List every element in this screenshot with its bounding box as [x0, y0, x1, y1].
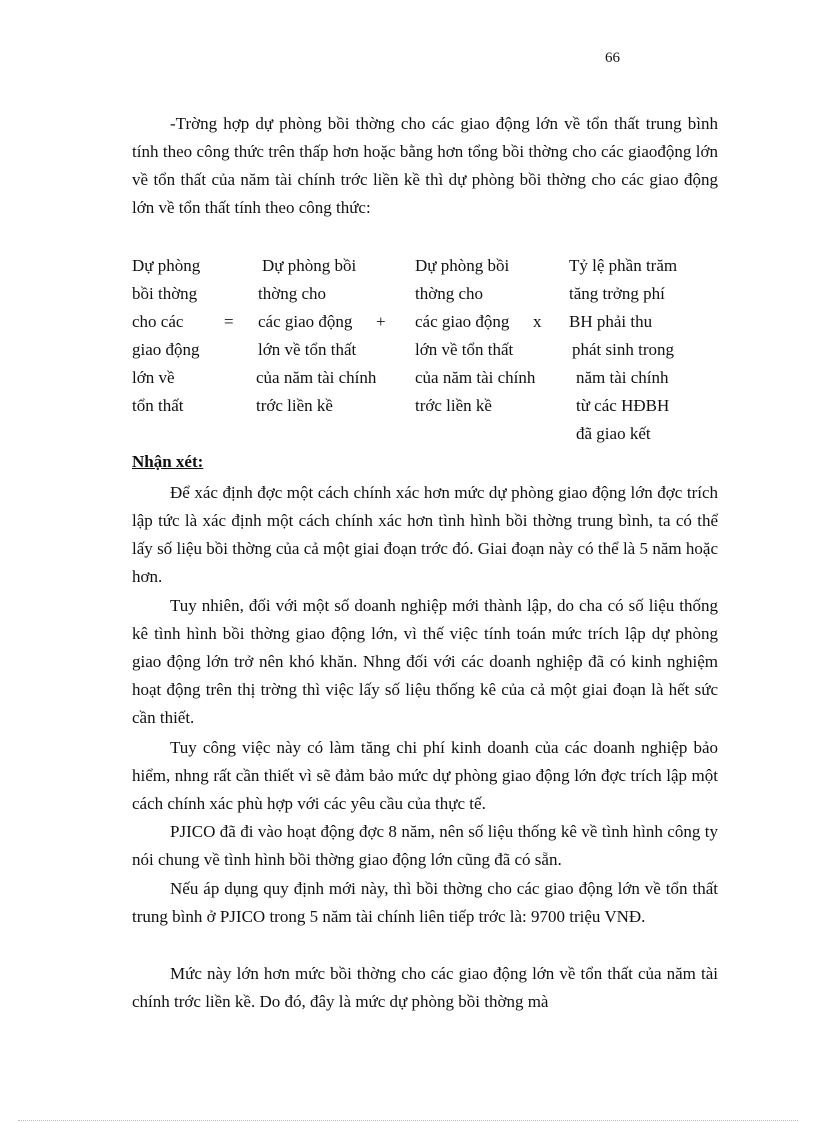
times-sign: x — [533, 312, 542, 331]
intro-paragraph: -Trờng hợp dự phòng bồi thờng cho các giao động lớn về tổn thất trung bình tính theo công thức trên thấp hơn hoặc bằng hơn tổng bồi thờng cho các giaođộng lớn về tổn thất của năm tài chính trớc liền kề thì dự phòng bồi thờng cho các giao động lớn về tổn thất tính theo công thức: — [132, 114, 718, 217]
formula-line: trớc liền kề — [256, 396, 333, 415]
page-number: 66 — [605, 50, 620, 66]
formula-line: bồi thờng — [132, 284, 198, 303]
formula-line: Tỷ lệ phần trăm — [569, 256, 678, 275]
formula-col-reserve-1 — [258, 252, 376, 420]
formula-line: phát sinh trong — [572, 340, 674, 359]
formula-col-result — [132, 252, 200, 420]
body-paragraph: Tuy nhiên, đối với một số doanh nghiệp mới thành lập, do cha có số liệu thống kê tình hình bồi thờng giao động lớn, vì thế việc tính toán mức trích lập dự phòng giao động lớn trở nên khó khăn. Nhng đối với các doanh nghiệp đã có kinh nghiệm hoạt động trên thị trờng thì việc lấy số liệu thống kê của cả một giai đoạn là hết sức cần thiết. — [132, 596, 718, 727]
formula-line: tổn thất — [132, 396, 184, 415]
body-paragraph: Mức này lớn hơn mức bồi thờng cho các giao động lớn về tổn thất của năm tài chính trớc liền kề. Do đó, đây là mức dự phòng bồi thờng mà — [132, 964, 718, 1011]
formula-line: giao động — [132, 340, 200, 359]
formula-block — [0, 252, 816, 452]
formula-line: thờng cho — [415, 284, 484, 303]
formula-line: BH phải thu — [569, 312, 653, 331]
section-heading: Nhận xét: — [132, 452, 204, 471]
formula-line: từ các HĐBH — [576, 396, 670, 415]
body-paragraph: Để xác định đợc một cách chính xác hơn mức dự phòng giao động lớn đợc trích lập tức là xác định một cách chính xác hơn tình hình bồi thờng trung bình, ta có thể lấy số liệu bồi thờng của cả một giai đoạn trớc đó. Giai đoạn này có thể là 5 năm hoặc hơn. — [132, 483, 718, 586]
body-paragraph: Tuy công việc này có làm tăng chi phí kinh doanh của các doanh nghiệp bảo hiểm, nhng rất cần thiết vì sẽ đảm bảo mức dự phòng giao động lớn đợc trích lập một cách chính xác phù hợp với các yêu cầu của thực tế. — [132, 738, 718, 813]
formula-line: các giao động — [415, 312, 510, 331]
formula-line: cho các — [132, 312, 184, 331]
formula-line: lớn về tổn thất — [258, 340, 357, 359]
plus-sign: + — [376, 312, 386, 331]
formula-line: của năm tài chính — [415, 368, 536, 387]
formula-line: đã giao kết — [576, 424, 651, 443]
formula-line: trớc liền kề — [415, 396, 492, 415]
body-paragraph: PJICO đã đi vào hoạt động đợc 8 năm, nên số liệu thống kê về tình hình công ty nói chung về tình hình bồi thờng giao động lớn cũng đã có sẵn. — [132, 822, 718, 869]
body-paragraph: Nếu áp dụng quy định mới này, thì bồi thờng cho các giao động lớn về tổn thất trung bình ở PJICO trong 5 năm tài chính liên tiếp trớc là: 9700 triệu VNĐ. — [132, 879, 718, 926]
formula-line: tăng trởng phí — [569, 284, 665, 303]
formula-line: Dự phòng bồi — [415, 256, 510, 275]
formula-line: lớn về tổn thất — [415, 340, 514, 359]
formula-line: các giao động — [258, 312, 353, 331]
formula-line: năm tài chính — [576, 368, 669, 387]
formula-line: Dự phòng — [132, 256, 201, 275]
formula-col-reserve-2 — [415, 252, 535, 420]
page-bottom-edge — [18, 1120, 798, 1121]
formula-line: thờng cho — [258, 284, 327, 303]
formula-line: Dự phòng bồi — [262, 256, 357, 275]
formula-col-growth-rate — [569, 252, 677, 448]
equals-sign: = — [224, 312, 234, 331]
formula-line: lớn về — [132, 368, 175, 387]
formula-line: của năm tài chính — [256, 368, 377, 387]
